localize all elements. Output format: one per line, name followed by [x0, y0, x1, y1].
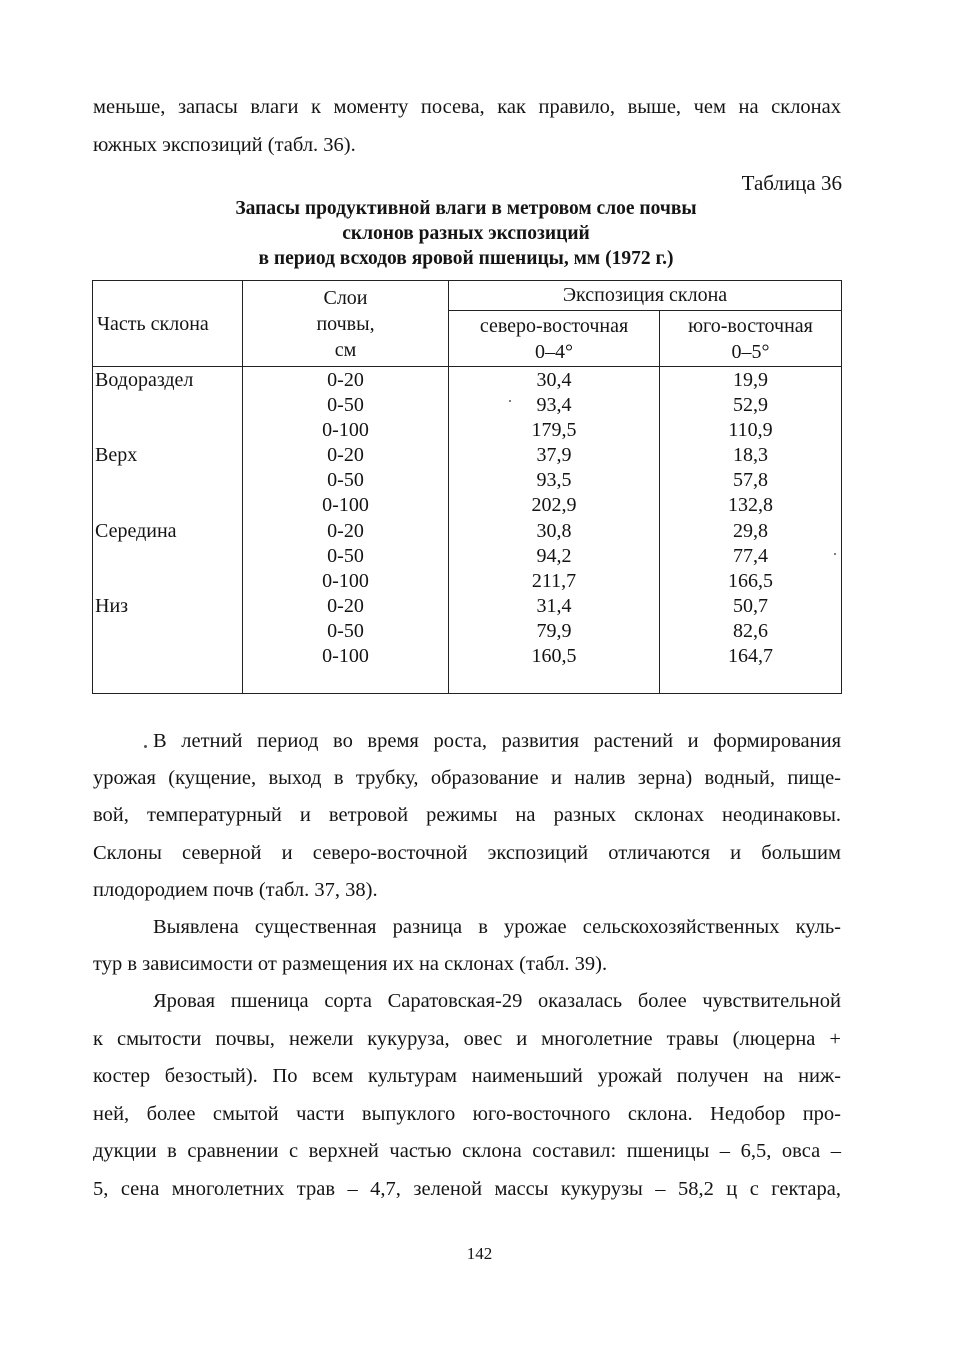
header-northeast-angle: 0–4° — [535, 341, 573, 363]
ne-value-cell: 31,4 — [536, 594, 572, 617]
body-line-13: 5, сена многолетних трав – 4,7, зеленой массы кукурузы – 58,2 ц с гектара, — [93, 1178, 841, 1200]
body-line-8: Яровая пшеница сорта Саратовская-29 оказалась более чувствительной — [153, 990, 841, 1012]
se-value-cell: 77,4 — [733, 544, 768, 567]
body-line-10: костер безостый). По всем культурам наименьший урожай получен на ниж- — [93, 1065, 841, 1087]
ne-value-cell: 30,4 — [536, 369, 572, 391]
part-bottom: Низ — [95, 594, 129, 617]
se-value-cell: 19,9 — [733, 369, 768, 391]
ne-value-cell: 160,5 — [531, 645, 577, 668]
se-value-cell: 52,9 — [733, 394, 768, 417]
se-value-cell: 82,6 — [733, 619, 768, 642]
ne-value-cell: 93,4 — [536, 394, 572, 417]
layer-cell: 0-100 — [322, 494, 369, 517]
layer-cell: 0-100 — [322, 645, 369, 668]
body-line-7: тур в зависимости от размещения их на склонах (табл. 39). — [93, 953, 608, 975]
scan-speck — [509, 400, 511, 402]
part-middle: Середина — [95, 519, 177, 542]
se-value-cell: 29,8 — [733, 519, 768, 542]
header-exposition: Экспозиция склона — [449, 281, 842, 311]
body-line-3: вой, температурный и ветровой режимы на разных склонах неодинаковы. — [93, 804, 841, 826]
table-title-line-3: в период всходов яровой пшеницы, мм (1972 г.) — [258, 248, 674, 269]
se-value-cell: 132,8 — [728, 494, 773, 517]
header-northeast — [449, 311, 660, 367]
se-value-cell: 110,9 — [728, 419, 773, 442]
se-value-cell: 50,7 — [733, 594, 768, 617]
layer-cell: 0-50 — [327, 619, 364, 642]
body-line-12: дукции в сравнении с верхней частью склона составил: пшеницы – 6,5, овса – — [93, 1140, 841, 1162]
se-value-cell: 166,5 — [728, 569, 773, 592]
se-value-cell: 164,7 — [728, 645, 773, 668]
header-layers — [243, 281, 449, 367]
ne-value-cell: 179,5 — [531, 419, 577, 442]
ne-value-cell: 211,7 — [531, 569, 577, 592]
body-line-1: В летний период во время роста, развития растений и формирования — [153, 730, 841, 752]
header-southeast-angle: 0–5° — [731, 341, 770, 363]
layer-cell: 0-20 — [327, 519, 364, 542]
part-watershed: Водораздел — [95, 369, 194, 391]
ne-value-cell: 30,8 — [536, 519, 572, 542]
body-line-11: ней, более смытой части выпуклого юго-восточного склона. Недобор про- — [93, 1103, 841, 1125]
header-southeast-name: юго-восточная — [688, 315, 813, 337]
table-header-row-1 — [93, 281, 842, 311]
layer-cell: 0-20 — [327, 594, 364, 617]
layer-cell: 0-20 — [327, 444, 364, 467]
layer-cell: 0-50 — [327, 469, 364, 492]
table-caption: Таблица 36 — [741, 171, 842, 195]
header-part: Часть склона — [93, 281, 243, 367]
se-value-cell: 18,3 — [733, 444, 768, 467]
layers-column — [243, 367, 449, 694]
moisture-table — [92, 280, 842, 694]
ne-value-cell: 202,9 — [531, 494, 577, 517]
header-southeast — [660, 311, 842, 367]
part-top: Верх — [95, 444, 138, 467]
ne-value-cell: 93,5 — [536, 469, 572, 492]
intro-line-2: южных экспозиций (табл. 36). — [93, 134, 356, 156]
ne-value-cell: 37,9 — [536, 444, 572, 467]
page-number: 142 — [466, 1244, 493, 1263]
ne-value-cell: 79,9 — [536, 619, 572, 642]
layer-cell: 0-100 — [322, 569, 369, 592]
layer-cell: 0-50 — [327, 544, 364, 567]
scan-speck — [144, 745, 147, 748]
scan-speck — [834, 553, 836, 555]
body-line-5: плодородием почв (табл. 37, 38). — [93, 879, 378, 901]
layer-cell: 0-20 — [327, 369, 364, 391]
southeast-column — [660, 367, 842, 694]
intro-line-1: меньше, запасы влаги к моменту посева, как правило, выше, чем на склонах — [93, 96, 841, 118]
header-layers-line-2: почвы, — [316, 313, 375, 335]
layer-cell: 0-100 — [322, 419, 369, 442]
ne-value-cell: 94,2 — [536, 544, 572, 567]
header-layers-line-3: см — [334, 339, 357, 361]
layer-cell: 0-50 — [327, 394, 364, 417]
se-value-cell: 57,8 — [733, 469, 768, 492]
table-title-line-2: склонов разных экспозиций — [342, 223, 590, 244]
parts-column — [93, 367, 243, 694]
table-title-line-1: Запасы продуктивной влаги в метровом слое почвы — [235, 198, 697, 219]
table-body-row — [93, 367, 842, 694]
header-layers-line-1: Слои — [323, 287, 368, 309]
body-line-6: Выявлена существенная разница в урожае сельскохозяйственных куль- — [153, 916, 841, 938]
body-line-9: к смытости почвы, нежели кукуруза, овес и многолетние травы (люцерна + — [93, 1028, 841, 1050]
body-line-4: Склоны северной и северо-восточной экспозиций отличаются и большим — [93, 842, 841, 864]
northeast-column — [449, 367, 660, 694]
body-line-2: урожая (кущение, выход в трубку, образование и налив зерна) водный, пище- — [93, 767, 841, 789]
header-northeast-name: северо-восточная — [479, 315, 629, 337]
